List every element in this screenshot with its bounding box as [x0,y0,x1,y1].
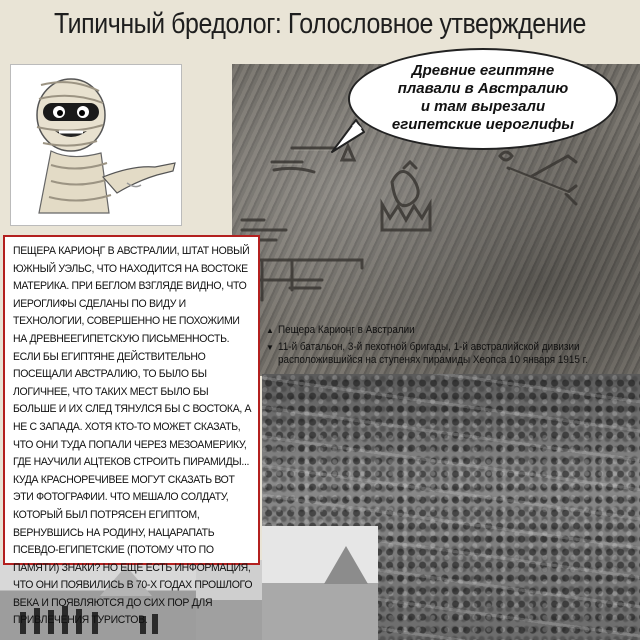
up-triangle-icon: ▲ [266,326,274,335]
bubble-line: египетские иероглифы [391,116,575,133]
caption-troops [266,341,638,368]
caption-troops-text: 11-й батальон, 3-й пехотной бригады, 1-й австралийской дивизии расположившийся на ступенях пирамиды Хеопса 10 января 1915 г. [278,340,588,366]
caption-cave [266,324,638,338]
down-triangle-icon: ▼ [266,342,274,352]
photo-captions [266,324,638,368]
speech-bubble-text [362,62,604,134]
bubble-line: и там вырезали [420,98,546,115]
main-text-box [3,235,260,627]
caption-cave-text: Пещера Кариоңг в Австралии [278,324,415,336]
mummy-illustration [10,64,182,226]
main-text: ПЕЩЕРА КАРИОҢГ В АВСТРАЛИИ, ШТАТ НОВЫЙ ЮЖНЫЙ УЭЛЬС, ЧТО НАХОДИТСЯ НА ВОСТОКЕ МАТЕРИКА. ПРИ БЕГЛОМ ВЗГЛЯДЕ ВИДНО, ЧТО ИЕРОГЛИФЫ СДЕЛАНЫ ПО ВИДУ И ТЕХНОЛОГИИ, СОВЕРШЕННО НЕ ПОХОЖИМИ НА ДРЕВНЕЕГИПЕТСКУЮ ПИСЬМЕННОСТЬ. ЕСЛИ БЫ ЕГИПТЯНЕ ДЕЙСТВИТЕЛЬНО ПОСЕЩАЛИ АВСТРАЛИЮ, ТО БЫЛО БЫ ЛОГИЧНЕЕ, ЧТО ТАКИХ МЕСТ БЫЛО БЫ БОЛЬШЕ И ИХ СЛЕД ТЯНУЛСЯ БЫ С ВОСТОКА, А НЕ С ЗАПАДА. ХОТЯ КТО-ТО МОЖЕТ СКАЗАТЬ, ЧТО ОНИ ТУДА ПОПАЛИ ЧЕРЕЗ МЕЗОАМЕРИКУ, ГДЕ НАУЧИЛИ АЦТЕКОВ СТРОИТЬ ПИРАМИДЫ... КУДА КРАСНОРЕЧИВЕЕ МОГУТ СКАЗАТЬ ВОТ ЭТИ ФОТОГРАФИИ. ЧТО МЕШАЛО СОЛДАТУ, КОТОРЫЙ БЫЛ ПОТРЯСЕН ЕГИПТОМ, ВЕРНУВШИСЬ НА РОДИНУ, НАЦАРАПАТЬ ПСЕВДО-ЕГИПЕТСКИЕ (ПОТОМУ ЧТО ПО ПАМЯТИ) ЗНАКИ? НО ЕЩЕ ЕСТЬ ИНФОРМАЦИЯ, ЧТО ОНИ ПОЯВИЛИСЬ В 70-Х ГОДАХ ПРОШЛОГО ВЕКА И ПОЯВЛЯЮТСЯ ДО СИХ ПОР ДЛЯ ПРИВЛЕЧЕНИЯ ТУРИСТОВ. [13,245,253,627]
bubble-line: Древние египтяне [411,62,555,79]
bubble-line: плавали в Австралию [397,80,569,97]
page-title: Типичный бредолог: Голословное утверждение [53,8,587,40]
pyramid-photo [262,526,378,640]
